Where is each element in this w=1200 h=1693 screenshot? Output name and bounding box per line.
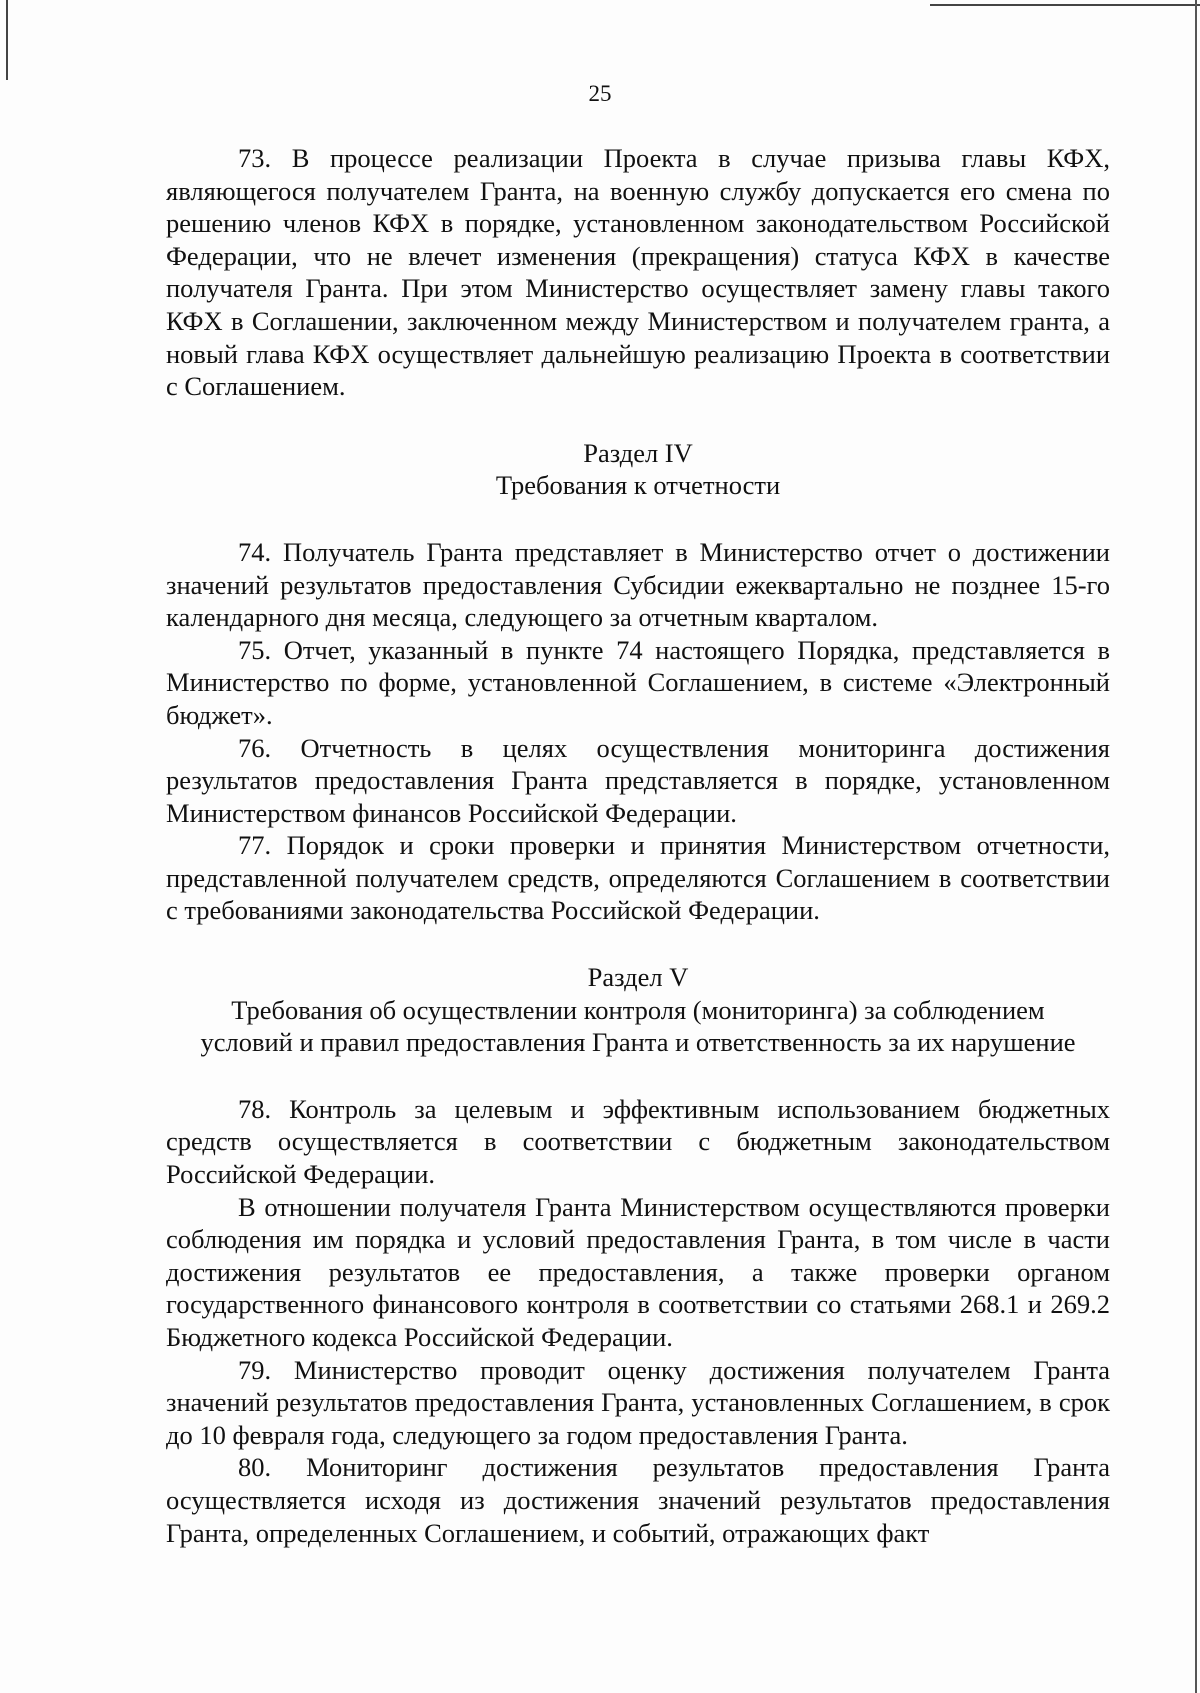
scan-edge-right <box>1195 0 1197 1693</box>
paragraph-76: 76. Отчетность в целях осуществления мониторинга достижения результатов предоставления Гранта представляется в порядке, установленном Министерством финансов Российской Федерации. <box>166 732 1110 828</box>
section-4-title: Требования к отчетности <box>495 470 781 501</box>
document-body <box>166 142 1110 1549</box>
spacer <box>166 927 1110 961</box>
paragraph-74: 74. Получатель Гранта представляет в Министерство отчет о достижении значений результатов предоставления Субсидии ежеквартально не позднее 15-го календарного дня месяца, следующего за отчетным кварталом. <box>166 536 1110 633</box>
paragraph-79: 79. Министерство проводит оценку достижения получателем Гранта значений результатов предоставления Гранта, установленных Соглашением, в срок до 10 февраля года, следующего за годом предоставления Гранта. <box>166 1354 1110 1450</box>
section-5-title-line-2: условий и правил предоставления Гранта и ответственность за их нарушение <box>200 1027 1076 1058</box>
spacer <box>166 403 1110 437</box>
section-5-title-line-1: Требования об осуществлении контроля (мониторинга) за соблюдением <box>231 994 1045 1025</box>
section-4-label: Раздел IV <box>583 437 693 468</box>
scan-edge-left <box>6 0 8 80</box>
paragraph-78: 78. Контроль за целевым и эффективным использованием бюджетных средств осуществляется в соответствии с бюджетным законодательством Российской Федерации. <box>166 1093 1110 1190</box>
page-number: 25 <box>588 81 612 106</box>
scan-edge-top <box>930 4 1200 6</box>
section-5-label: Раздел V <box>587 962 689 993</box>
spacer <box>166 1059 1110 1093</box>
paragraph-78-continued: В отношении получателя Гранта Министерством осуществляются проверки соблюдения им порядка и условий предоставления Гранта, в том числе в части достижения результатов ее предоставления, а также проверки органом государственного финансового контроля в соответствии со статьями 268.1 и 269.2 Бюджетного кодекса Российской Федерации. <box>166 1191 1110 1352</box>
spacer <box>166 502 1110 536</box>
paragraph-80: 80. Мониторинг достижения результатов предоставления Гранта осуществляется исходя из достижения значений результатов предоставления Гранта, определенных Соглашением, и событий, отражающих факт <box>166 1452 1110 1548</box>
paragraph-73: 73. В процессе реализации Проекта в случае призыва главы КФХ, являющегося получателем Гранта, на военную службу допускается его смена по решению членов КФХ в порядке, установленном законодательством Российской Федерации, что не влечет изменения (прекращения) статуса КФХ в качестве получателя Гранта. При этом Министерство осуществляет замену главы такого КФХ в Соглашении, заключенном между Министерством и получателем гранта, а новый глава КФХ осуществляет дальнейшую реализацию Проекта в соответствии с Соглашением. <box>166 143 1110 402</box>
paragraph-75: 75. Отчет, указанный в пункте 74 настоящего Порядка, представляется в Министерство по форме, установленной Соглашением, в системе «Электронный бюджет». <box>166 634 1110 730</box>
paragraph-77: 77. Порядок и сроки проверки и принятия Министерством отчетности, представленной получателем средств, определяются Соглашением в соответствии с требованиями законодательства Российской Федерации. <box>166 830 1110 926</box>
